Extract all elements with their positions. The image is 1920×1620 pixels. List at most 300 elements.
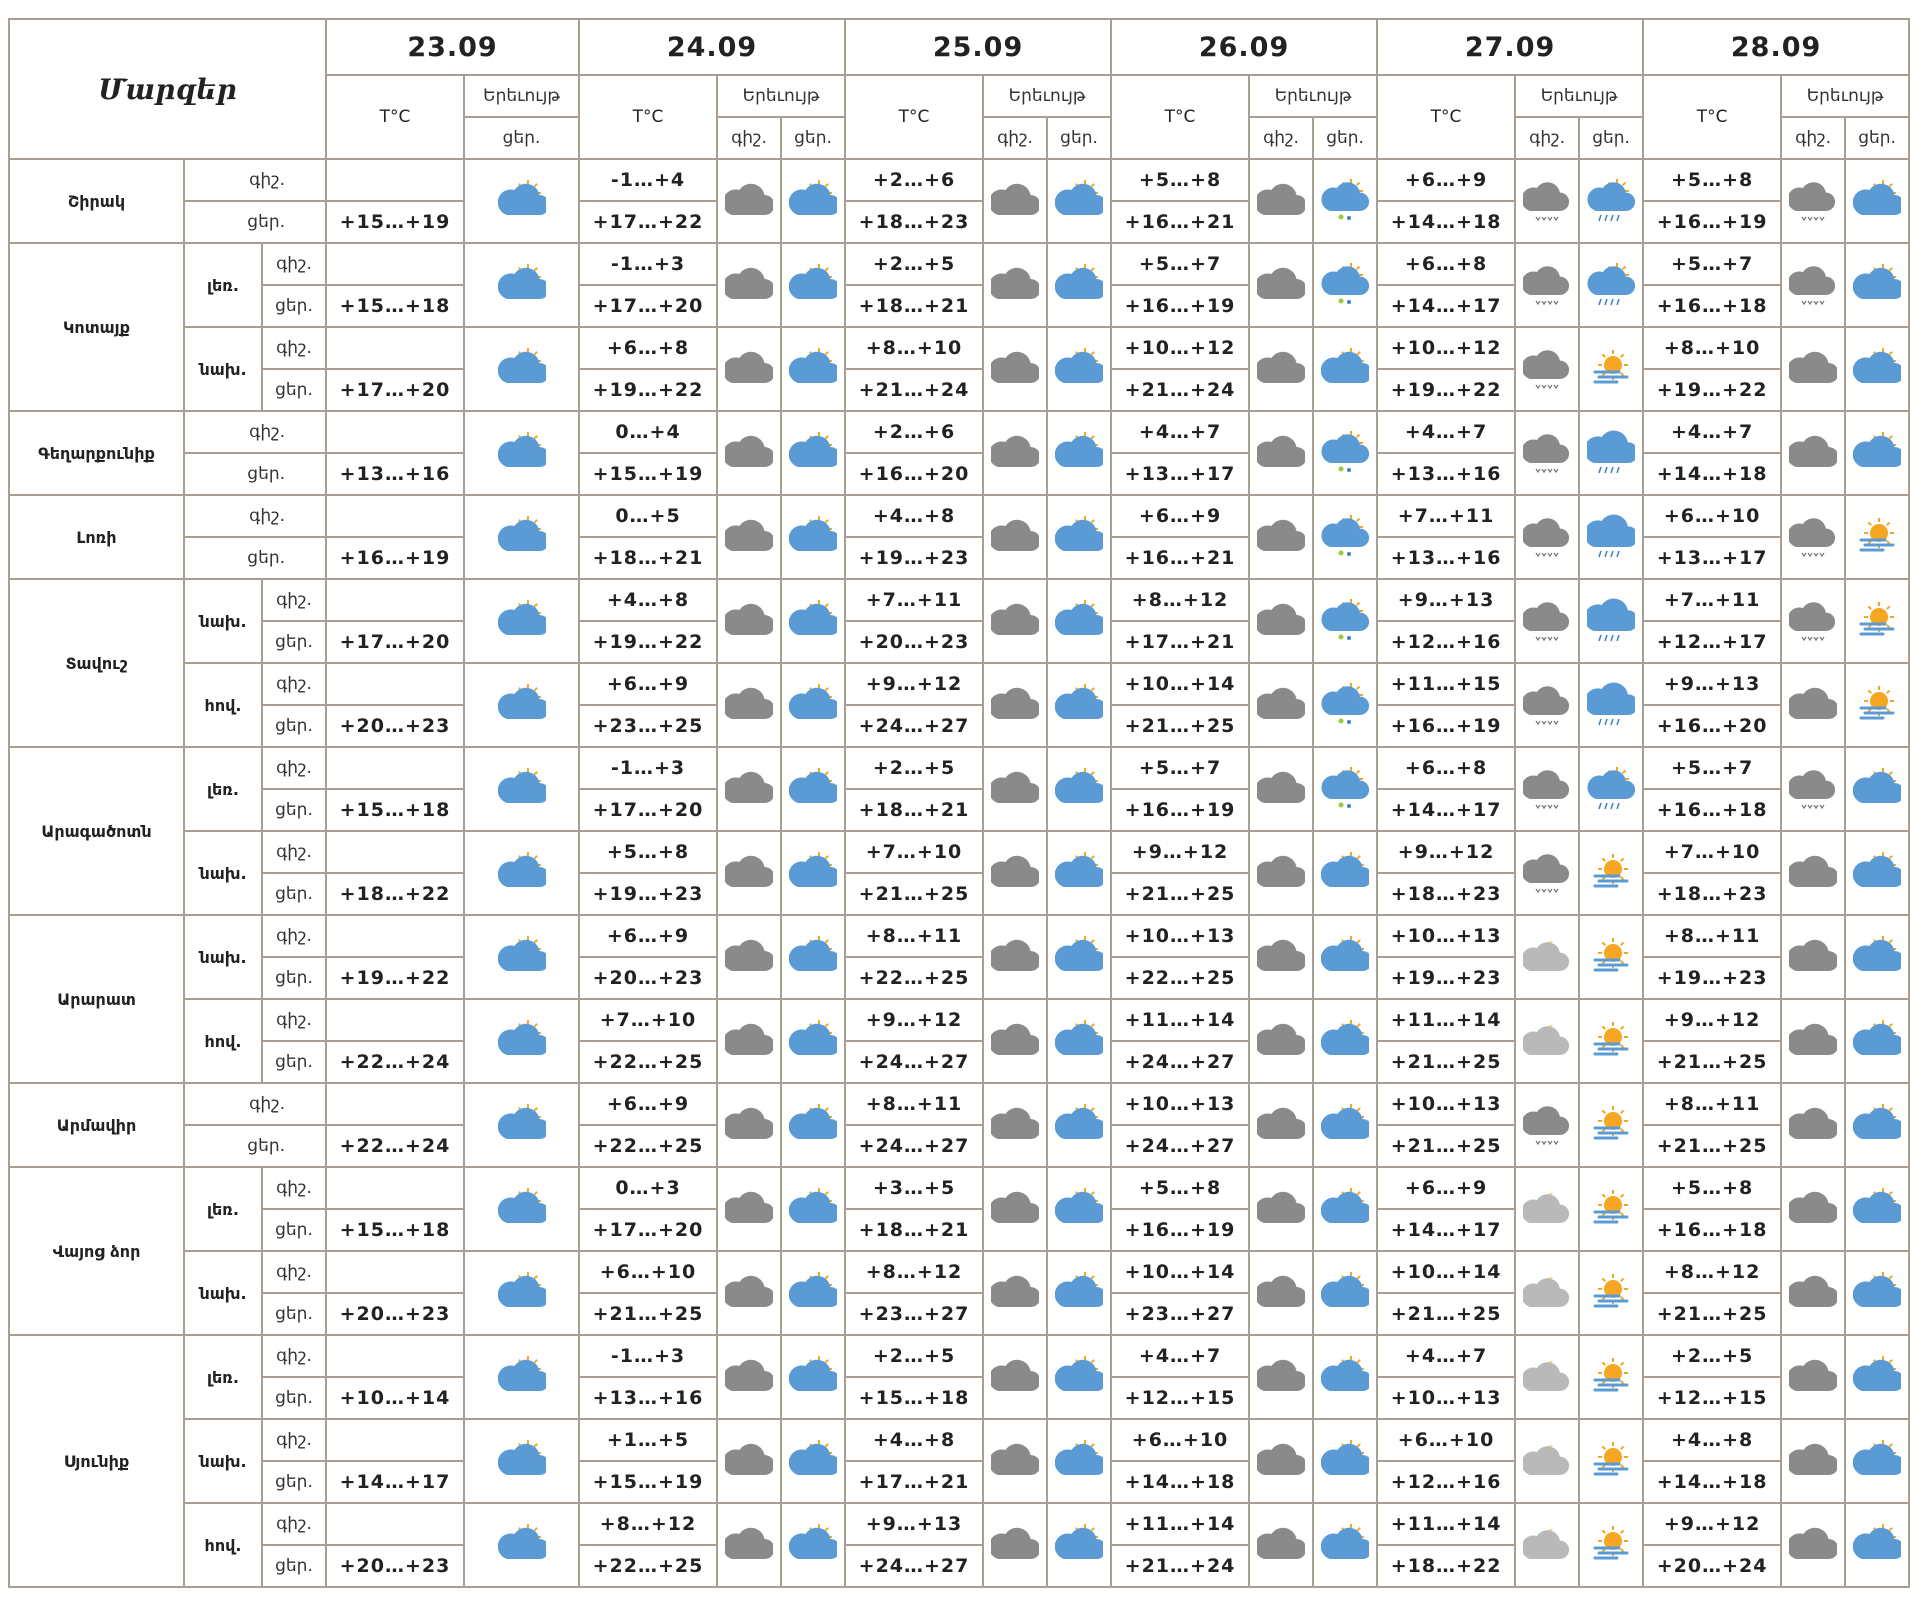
temperature-cell: +9…+12 bbox=[845, 663, 983, 705]
sun-cloud-icon bbox=[464, 243, 579, 327]
temperature-cell: +9…+13 bbox=[845, 1503, 983, 1545]
sun-cloud-icon bbox=[1845, 159, 1909, 243]
sun-haze-icon bbox=[1579, 1335, 1643, 1419]
sun-cloud-icon bbox=[1313, 1251, 1377, 1335]
time-of-day-label: ցեր. bbox=[262, 1545, 326, 1587]
temperature-cell: 0…+3 bbox=[579, 1167, 717, 1209]
cloud-moon-icon bbox=[717, 1335, 781, 1419]
cloud-moon-icon bbox=[983, 747, 1047, 831]
subregion-label: լեռ. bbox=[184, 1167, 262, 1251]
time-of-day-label: գիշ. bbox=[184, 159, 326, 201]
sun-haze-icon bbox=[1579, 999, 1643, 1083]
temperature-cell: +4…+7 bbox=[1377, 1335, 1515, 1377]
temperature-cell bbox=[326, 1167, 464, 1209]
sun-cloud-rain-icon bbox=[1579, 159, 1643, 243]
temperature-cell: +14…+18 bbox=[1111, 1461, 1249, 1503]
temperature-cell: +8…+12 bbox=[579, 1503, 717, 1545]
region-name: Արմավիր bbox=[9, 1083, 184, 1167]
time-of-day-label: ցեր. bbox=[262, 873, 326, 915]
sun-cloud-icon bbox=[464, 747, 579, 831]
cloud-moon-rain-icon bbox=[1515, 747, 1579, 831]
cloud-moon-icon bbox=[1781, 1167, 1845, 1251]
cloud-moon-icon bbox=[1249, 747, 1313, 831]
temperature-cell: +6…+8 bbox=[1377, 243, 1515, 285]
temperature-cell: +6…+10 bbox=[579, 1251, 717, 1293]
temperature-cell: +11…+14 bbox=[1377, 1503, 1515, 1545]
cloud-moon-icon bbox=[717, 747, 781, 831]
temperature-cell: +24…+27 bbox=[1111, 1125, 1249, 1167]
temperature-cell: +6…+9 bbox=[1377, 159, 1515, 201]
temperature-cell: +16…+19 bbox=[326, 537, 464, 579]
time-of-day-label: ցեր. bbox=[262, 1041, 326, 1083]
sun-cloud-icon bbox=[464, 663, 579, 747]
temperature-cell: +21…+25 bbox=[1377, 1041, 1515, 1083]
sun-cloud-rain-snow-icon bbox=[1313, 747, 1377, 831]
sun-cloud-icon bbox=[781, 495, 845, 579]
day-col-header: ցեր. bbox=[1313, 117, 1377, 159]
temperature-cell: +5…+7 bbox=[1111, 747, 1249, 789]
temperature-cell: +9…+12 bbox=[1643, 999, 1781, 1041]
cloud-moon-icon bbox=[1781, 1503, 1845, 1587]
temperature-cell: +2…+5 bbox=[1643, 1335, 1781, 1377]
date-header: 25.09 bbox=[845, 19, 1111, 75]
temperature-cell: +19…+22 bbox=[1643, 369, 1781, 411]
cloud-moon-rain-icon bbox=[1515, 411, 1579, 495]
sun-cloud-icon bbox=[1047, 915, 1111, 999]
subregion-label: նախ. bbox=[184, 831, 262, 915]
temperature-cell: +17…+20 bbox=[326, 369, 464, 411]
forecast-table bbox=[8, 18, 1910, 1588]
sun-cloud-icon bbox=[1313, 327, 1377, 411]
sun-cloud-icon bbox=[464, 1083, 579, 1167]
subregion-label: հով. bbox=[184, 663, 262, 747]
cloud-moon-icon bbox=[717, 1167, 781, 1251]
cloud-moon-rain-icon bbox=[1515, 831, 1579, 915]
temperature-cell: +5…+8 bbox=[579, 831, 717, 873]
cloud-rain-icon bbox=[1579, 663, 1643, 747]
temperature-cell: +19…+22 bbox=[1377, 369, 1515, 411]
temp-col-header: T°C bbox=[579, 75, 717, 159]
table-header bbox=[9, 19, 1909, 159]
temperature-cell: +9…+13 bbox=[1643, 663, 1781, 705]
cloud-moon-icon bbox=[983, 999, 1047, 1083]
cloud-moon-icon bbox=[1249, 999, 1313, 1083]
sun-haze-icon bbox=[1579, 1419, 1643, 1503]
cloud-moon-grey-icon bbox=[1515, 1503, 1579, 1587]
temperature-cell: +15…+18 bbox=[326, 285, 464, 327]
night-col-header: գիշ. bbox=[1781, 117, 1845, 159]
temperature-cell: +2…+6 bbox=[845, 159, 983, 201]
sun-cloud-icon bbox=[1845, 411, 1909, 495]
region-name: Տավուշ bbox=[9, 579, 184, 747]
sun-cloud-rain-snow-icon bbox=[1313, 159, 1377, 243]
sun-cloud-icon bbox=[1313, 831, 1377, 915]
temperature-cell: -1…+3 bbox=[579, 747, 717, 789]
time-of-day-label: գիշ. bbox=[262, 747, 326, 789]
temperature-cell bbox=[326, 663, 464, 705]
temperature-cell: +21…+25 bbox=[1377, 1125, 1515, 1167]
temperature-cell: +19…+23 bbox=[579, 873, 717, 915]
phenomenon-col-header: Երեւույթ bbox=[1515, 75, 1643, 117]
temperature-cell: +11…+14 bbox=[1111, 1503, 1249, 1545]
time-of-day-label: գիշ. bbox=[262, 579, 326, 621]
phenomenon-col-header: Երեւույթ bbox=[1249, 75, 1377, 117]
cloud-moon-icon bbox=[717, 411, 781, 495]
temperature-cell: +23…+27 bbox=[845, 1293, 983, 1335]
time-of-day-label: գիշ. bbox=[184, 411, 326, 453]
cloud-moon-rain-icon bbox=[1515, 1083, 1579, 1167]
phenomenon-col-header: Երեւույթ bbox=[464, 75, 579, 117]
temperature-cell: +9…+12 bbox=[1643, 1503, 1781, 1545]
cloud-moon-icon bbox=[1249, 495, 1313, 579]
temperature-cell: +15…+19 bbox=[579, 453, 717, 495]
temperature-cell: +16…+19 bbox=[1377, 705, 1515, 747]
sun-cloud-icon bbox=[1845, 1167, 1909, 1251]
temperature-cell: +20…+23 bbox=[326, 1293, 464, 1335]
temperature-cell: +7…+11 bbox=[845, 579, 983, 621]
table-row bbox=[9, 1419, 1909, 1461]
temperature-cell: +10…+12 bbox=[1377, 327, 1515, 369]
temperature-cell: +21…+25 bbox=[1377, 1293, 1515, 1335]
cloud-moon-icon bbox=[1781, 999, 1845, 1083]
night-col-header: գիշ. bbox=[717, 117, 781, 159]
temperature-cell: +8…+11 bbox=[845, 1083, 983, 1125]
cloud-moon-icon bbox=[717, 999, 781, 1083]
temperature-cell: +8…+11 bbox=[1643, 1083, 1781, 1125]
temperature-cell: +4…+8 bbox=[845, 1419, 983, 1461]
temperature-cell: +14…+18 bbox=[1377, 201, 1515, 243]
table-row bbox=[9, 411, 1909, 453]
cloud-moon-icon bbox=[717, 915, 781, 999]
cloud-moon-rain-icon bbox=[1515, 579, 1579, 663]
temperature-cell: +5…+7 bbox=[1643, 747, 1781, 789]
cloud-moon-icon bbox=[983, 1167, 1047, 1251]
sun-cloud-icon bbox=[464, 159, 579, 243]
temperature-cell: +21…+24 bbox=[845, 369, 983, 411]
time-of-day-label: ցեր. bbox=[262, 621, 326, 663]
temperature-cell: +2…+5 bbox=[845, 747, 983, 789]
temperature-cell: +15…+18 bbox=[326, 789, 464, 831]
subregion-label: լեռ. bbox=[184, 1335, 262, 1419]
sun-cloud-icon bbox=[1845, 1083, 1909, 1167]
temperature-cell: +11…+14 bbox=[1377, 999, 1515, 1041]
temperature-cell: +7…+11 bbox=[1377, 495, 1515, 537]
sun-haze-icon bbox=[1579, 1167, 1643, 1251]
temperature-cell: +6…+9 bbox=[579, 1083, 717, 1125]
time-of-day-label: գիշ. bbox=[262, 327, 326, 369]
temperature-cell: +20…+24 bbox=[1643, 1545, 1781, 1587]
temperature-cell: +10…+13 bbox=[1377, 1377, 1515, 1419]
temperature-cell bbox=[326, 915, 464, 957]
table-body bbox=[9, 159, 1909, 1587]
day-col-header: ցեր. bbox=[1845, 117, 1909, 159]
sun-cloud-icon bbox=[781, 1167, 845, 1251]
sun-cloud-icon bbox=[1845, 999, 1909, 1083]
time-of-day-label: ցեր. bbox=[262, 1377, 326, 1419]
sun-cloud-icon bbox=[1313, 1167, 1377, 1251]
sun-cloud-icon bbox=[1047, 1419, 1111, 1503]
sun-cloud-icon bbox=[1845, 1335, 1909, 1419]
sun-cloud-icon bbox=[1845, 1503, 1909, 1587]
cloud-moon-icon bbox=[1249, 327, 1313, 411]
temperature-cell: +6…+8 bbox=[579, 327, 717, 369]
temperature-cell: +5…+8 bbox=[1111, 159, 1249, 201]
temperature-cell bbox=[326, 1083, 464, 1125]
sun-cloud-icon bbox=[1313, 1419, 1377, 1503]
sun-cloud-icon bbox=[781, 579, 845, 663]
sun-cloud-icon bbox=[1313, 999, 1377, 1083]
temperature-cell: +13…+16 bbox=[1377, 537, 1515, 579]
sun-cloud-rain-snow-icon bbox=[1313, 663, 1377, 747]
cloud-moon-icon bbox=[983, 1083, 1047, 1167]
cloud-moon-icon bbox=[1781, 663, 1845, 747]
table-row bbox=[9, 663, 1909, 705]
region-name: Վայոց ձոր bbox=[9, 1167, 184, 1335]
temp-col-header: T°C bbox=[326, 75, 464, 159]
temperature-cell: +22…+25 bbox=[579, 1545, 717, 1587]
sun-cloud-icon bbox=[1313, 1083, 1377, 1167]
sun-cloud-rain-icon bbox=[1579, 243, 1643, 327]
cloud-moon-icon bbox=[717, 579, 781, 663]
region-name: Գեղարքունիք bbox=[9, 411, 184, 495]
sun-cloud-rain-snow-icon bbox=[1313, 579, 1377, 663]
sun-haze-icon bbox=[1579, 1251, 1643, 1335]
region-name: Շիրակ bbox=[9, 159, 184, 243]
date-header: 24.09 bbox=[579, 19, 845, 75]
cloud-moon-icon bbox=[1249, 1419, 1313, 1503]
temperature-cell: +16…+19 bbox=[1643, 201, 1781, 243]
temperature-cell: +18…+21 bbox=[845, 285, 983, 327]
sun-cloud-icon bbox=[464, 915, 579, 999]
date-header: 28.09 bbox=[1643, 19, 1909, 75]
time-of-day-label: ցեր. bbox=[184, 201, 326, 243]
sun-haze-icon bbox=[1579, 1083, 1643, 1167]
temperature-cell: +10…+14 bbox=[1377, 1251, 1515, 1293]
temperature-cell: +6…+9 bbox=[1111, 495, 1249, 537]
cloud-moon-grey-icon bbox=[1515, 915, 1579, 999]
header-row-dates bbox=[9, 19, 1909, 75]
temperature-cell: +18…+23 bbox=[1643, 873, 1781, 915]
sun-haze-icon bbox=[1579, 1503, 1643, 1587]
sun-cloud-rain-icon bbox=[1579, 747, 1643, 831]
sun-cloud-icon bbox=[1047, 1503, 1111, 1587]
temperature-cell: +5…+7 bbox=[1111, 243, 1249, 285]
temperature-cell: +14…+17 bbox=[1377, 1209, 1515, 1251]
temperature-cell: +17…+22 bbox=[579, 201, 717, 243]
sun-cloud-icon bbox=[781, 1083, 845, 1167]
time-of-day-label: ցեր. bbox=[262, 1209, 326, 1251]
temperature-cell: +17…+20 bbox=[579, 1209, 717, 1251]
day-col-header: ցեր. bbox=[1579, 117, 1643, 159]
temperature-cell: +10…+13 bbox=[1111, 1083, 1249, 1125]
cloud-moon-icon bbox=[983, 159, 1047, 243]
temperature-cell: +16…+19 bbox=[1111, 285, 1249, 327]
temperature-cell: +21…+24 bbox=[1111, 1545, 1249, 1587]
time-of-day-label: գիշ. bbox=[262, 831, 326, 873]
temperature-cell: +12…+17 bbox=[1643, 621, 1781, 663]
sun-cloud-icon bbox=[1845, 915, 1909, 999]
sun-cloud-icon bbox=[781, 159, 845, 243]
subregion-label: լեռ. bbox=[184, 747, 262, 831]
sun-cloud-icon bbox=[1313, 915, 1377, 999]
sun-cloud-icon bbox=[781, 243, 845, 327]
time-of-day-label: ցեր. bbox=[262, 369, 326, 411]
cloud-moon-icon bbox=[1781, 915, 1845, 999]
temperature-cell: +6…+8 bbox=[1377, 747, 1515, 789]
time-of-day-label: գիշ. bbox=[262, 1251, 326, 1293]
temperature-cell: +16…+20 bbox=[845, 453, 983, 495]
temperature-cell: +23…+27 bbox=[1111, 1293, 1249, 1335]
temperature-cell bbox=[326, 579, 464, 621]
sun-cloud-icon bbox=[1047, 495, 1111, 579]
region-name: Լոռի bbox=[9, 495, 184, 579]
temperature-cell: +15…+19 bbox=[326, 201, 464, 243]
time-of-day-label: ցեր. bbox=[184, 537, 326, 579]
sun-cloud-icon bbox=[1845, 1419, 1909, 1503]
temperature-cell: +20…+23 bbox=[579, 957, 717, 999]
temperature-cell: +17…+20 bbox=[579, 285, 717, 327]
sun-cloud-icon bbox=[1047, 1083, 1111, 1167]
temperature-cell: +21…+24 bbox=[1111, 369, 1249, 411]
sun-cloud-icon bbox=[1047, 1335, 1111, 1419]
cloud-moon-icon bbox=[1249, 1335, 1313, 1419]
time-of-day-label: գիշ. bbox=[262, 243, 326, 285]
temperature-cell: +8…+10 bbox=[1643, 327, 1781, 369]
cloud-moon-icon bbox=[1781, 1083, 1845, 1167]
cloud-moon-icon bbox=[717, 1503, 781, 1587]
temperature-cell: +16…+19 bbox=[1111, 789, 1249, 831]
sun-haze-icon bbox=[1845, 579, 1909, 663]
temperature-cell: +4…+8 bbox=[1643, 1419, 1781, 1461]
temperature-cell: +10…+13 bbox=[1377, 915, 1515, 957]
table-row bbox=[9, 747, 1909, 789]
time-of-day-label: գիշ. bbox=[262, 1419, 326, 1461]
cloud-moon-icon bbox=[983, 579, 1047, 663]
time-of-day-label: ցեր. bbox=[262, 1461, 326, 1503]
temperature-cell: +4…+8 bbox=[579, 579, 717, 621]
temperature-cell: +5…+8 bbox=[1111, 1167, 1249, 1209]
sun-haze-icon bbox=[1845, 663, 1909, 747]
temperature-cell: +2…+6 bbox=[845, 411, 983, 453]
temperature-cell: +21…+25 bbox=[1111, 705, 1249, 747]
cloud-moon-icon bbox=[983, 1335, 1047, 1419]
temperature-cell: +19…+22 bbox=[579, 621, 717, 663]
temperature-cell: +22…+25 bbox=[1111, 957, 1249, 999]
temperature-cell bbox=[326, 1335, 464, 1377]
cloud-moon-rain-icon bbox=[1781, 495, 1845, 579]
temperature-cell: +18…+23 bbox=[845, 201, 983, 243]
temperature-cell: +24…+27 bbox=[845, 705, 983, 747]
sun-cloud-rain-snow-icon bbox=[1313, 243, 1377, 327]
sun-cloud-icon bbox=[781, 327, 845, 411]
cloud-moon-icon bbox=[717, 1083, 781, 1167]
temperature-cell: +8…+11 bbox=[845, 915, 983, 957]
time-of-day-label: ցեր. bbox=[262, 957, 326, 999]
time-of-day-label: գիշ. bbox=[184, 495, 326, 537]
region-name: Կոտայք bbox=[9, 243, 184, 411]
temperature-cell: +14…+17 bbox=[1377, 789, 1515, 831]
temperature-cell bbox=[326, 747, 464, 789]
cloud-moon-icon bbox=[983, 1419, 1047, 1503]
sun-cloud-icon bbox=[781, 663, 845, 747]
cloud-moon-icon bbox=[1249, 1083, 1313, 1167]
temperature-cell: +19…+23 bbox=[1377, 957, 1515, 999]
temperature-cell: +24…+27 bbox=[1111, 1041, 1249, 1083]
cloud-moon-rain-icon bbox=[1515, 663, 1579, 747]
time-of-day-label: գիշ. bbox=[262, 1503, 326, 1545]
temperature-cell: +7…+11 bbox=[1643, 579, 1781, 621]
temperature-cell: +21…+25 bbox=[1643, 1125, 1781, 1167]
temperature-cell: +9…+12 bbox=[1111, 831, 1249, 873]
region-name: Սյունիք bbox=[9, 1335, 184, 1587]
cloud-rain-icon bbox=[1579, 579, 1643, 663]
subregion-label: նախ. bbox=[184, 579, 262, 663]
temperature-cell: +19…+23 bbox=[1643, 957, 1781, 999]
sun-cloud-icon bbox=[1845, 1251, 1909, 1335]
temperature-cell: +11…+15 bbox=[1377, 663, 1515, 705]
cloud-moon-grey-icon bbox=[1515, 1167, 1579, 1251]
sun-cloud-icon bbox=[1313, 1503, 1377, 1587]
temperature-cell: +20…+23 bbox=[845, 621, 983, 663]
temperature-cell: +4…+7 bbox=[1643, 411, 1781, 453]
temperature-cell: +12…+16 bbox=[1377, 1461, 1515, 1503]
cloud-moon-icon bbox=[983, 495, 1047, 579]
sun-cloud-icon bbox=[464, 1251, 579, 1335]
temperature-cell bbox=[326, 1503, 464, 1545]
temperature-cell: +14…+18 bbox=[1643, 453, 1781, 495]
temperature-cell bbox=[326, 831, 464, 873]
regions-header: Մարզեր bbox=[9, 19, 326, 159]
temperature-cell: +15…+18 bbox=[845, 1377, 983, 1419]
cloud-moon-icon bbox=[717, 831, 781, 915]
time-of-day-label: գիշ. bbox=[262, 1167, 326, 1209]
temperature-cell: +7…+10 bbox=[579, 999, 717, 1041]
temperature-cell: +9…+13 bbox=[1377, 579, 1515, 621]
cloud-moon-icon bbox=[1249, 915, 1313, 999]
subregion-label: նախ. bbox=[184, 1419, 262, 1503]
temperature-cell: +24…+27 bbox=[845, 1545, 983, 1587]
phenomenon-col-header: Երեւույթ bbox=[1781, 75, 1909, 117]
cloud-moon-grey-icon bbox=[1515, 1419, 1579, 1503]
time-of-day-label: գիշ. bbox=[262, 915, 326, 957]
cloud-moon-icon bbox=[1781, 1335, 1845, 1419]
date-header: 27.09 bbox=[1377, 19, 1643, 75]
temperature-cell: +16…+20 bbox=[1643, 705, 1781, 747]
cloud-moon-grey-icon bbox=[1515, 1251, 1579, 1335]
temp-col-header: T°C bbox=[1111, 75, 1249, 159]
temperature-cell: +17…+20 bbox=[326, 621, 464, 663]
cloud-moon-icon bbox=[717, 159, 781, 243]
phenomenon-col-header: Երեւույթ bbox=[717, 75, 845, 117]
temperature-cell: +20…+23 bbox=[326, 705, 464, 747]
cloud-moon-icon bbox=[1781, 831, 1845, 915]
cloud-moon-icon bbox=[1781, 327, 1845, 411]
sun-cloud-icon bbox=[781, 747, 845, 831]
cloud-moon-rain-icon bbox=[1781, 243, 1845, 327]
cloud-moon-icon bbox=[983, 831, 1047, 915]
temperature-cell: +24…+27 bbox=[845, 1041, 983, 1083]
temperature-cell: +21…+25 bbox=[1643, 1041, 1781, 1083]
temperature-cell: +4…+7 bbox=[1111, 411, 1249, 453]
sun-cloud-icon bbox=[1047, 1251, 1111, 1335]
temperature-cell bbox=[326, 495, 464, 537]
cloud-moon-grey-icon bbox=[1515, 999, 1579, 1083]
cloud-moon-rain-icon bbox=[1515, 159, 1579, 243]
temperature-cell: +7…+10 bbox=[845, 831, 983, 873]
temp-col-header: T°C bbox=[845, 75, 983, 159]
temperature-cell: +5…+7 bbox=[1643, 243, 1781, 285]
subregion-label: նախ. bbox=[184, 1251, 262, 1335]
